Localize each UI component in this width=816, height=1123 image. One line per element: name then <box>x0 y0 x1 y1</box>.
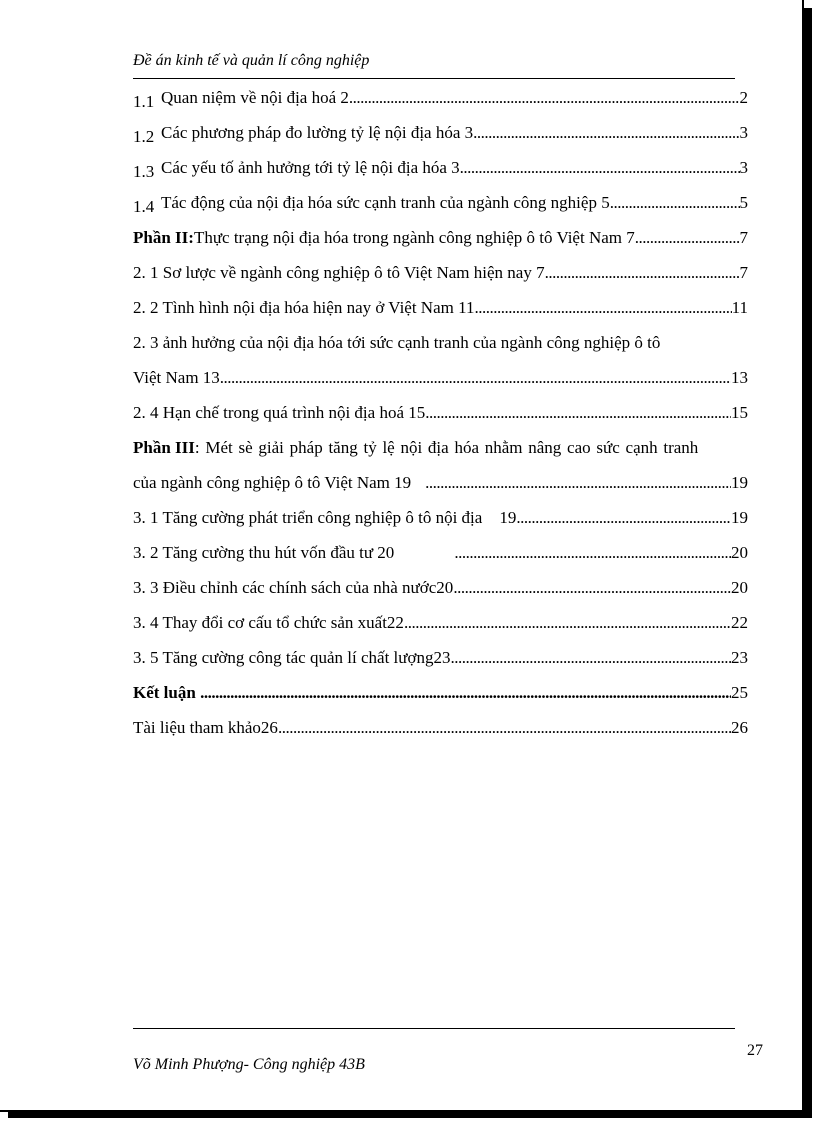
toc-entry-title: 2. 2 Tình hình nội địa hóa hiện nay ở Việt Nam 11 <box>133 298 475 317</box>
toc-entry-page: 22 <box>731 613 748 632</box>
toc-entry-title: : Mét sè giải pháp tăng tỷ lệ nội địa hóa nhằm nâng cao sức cạnh tranh <box>194 438 699 457</box>
page-header: Đề án kinh tế và quản lí công nghiệp <box>133 52 370 69</box>
toc-entry-title: của ngành công nghiệp ô tô Việt Nam 19 <box>133 473 412 492</box>
toc-entry-title: Tài liệu tham khảo26 <box>133 718 278 737</box>
toc-entry-page: 7 <box>739 263 748 282</box>
toc-entry[interactable] <box>133 679 748 714</box>
page-footer: Võ Minh Phượng- Công nghiệp 43B <box>133 1056 365 1073</box>
toc-part-label: Phần III <box>133 438 195 457</box>
toc-entry-title: 3. 1 Tăng cường phát triển công nghiệp ô tô nội địa 19 <box>133 508 517 527</box>
toc-entry-page: 25 <box>731 683 748 702</box>
toc-entry[interactable] <box>133 224 748 259</box>
toc-entry-title: Các yếu tố ảnh hưởng tới tỷ lệ nội địa hóa 3 <box>161 158 460 177</box>
page-shadow <box>804 8 812 1116</box>
toc-entry-number: 1.3 <box>133 162 155 181</box>
toc-entry-title: 2. 3 ảnh hưởng của nội địa hóa tới sức cạnh tranh của ngành công nghiệp ô tô <box>133 333 661 352</box>
toc-entry[interactable] <box>133 84 748 119</box>
toc-entry-title: 2. 1 Sơ lược về ngành công nghiệp ô tô Việt Nam hiện nay 7 <box>133 263 545 282</box>
toc-entry-page: 20 <box>731 543 748 562</box>
toc-entry[interactable] <box>133 154 748 189</box>
toc-entry-number: 1.4 <box>133 197 155 216</box>
toc-entry-title: 3. 5 Tăng cường công tác quản lí chất lượng23 <box>133 648 451 667</box>
toc-entry-title: Các phương pháp đo lường tỷ lệ nội địa hóa 3 <box>161 123 474 142</box>
toc-entry[interactable] <box>133 644 748 679</box>
toc-entry-page: 5 <box>739 193 748 212</box>
toc-entry-title: Quan niệm về nội địa hoá 2 <box>161 88 349 107</box>
toc-entry-page: 11 <box>731 298 748 317</box>
page-shadow <box>8 1112 812 1118</box>
toc-leader-dots <box>450 644 731 679</box>
toc-entry-page: 13 <box>731 368 748 387</box>
toc-entry[interactable] <box>133 119 748 154</box>
toc-entry[interactable] <box>133 189 748 224</box>
toc-leader-dots <box>610 189 740 224</box>
toc-leader-dots <box>425 399 731 434</box>
toc-leader-dots <box>278 714 731 749</box>
toc-leader-dots <box>635 224 740 259</box>
toc-entry-page: 26 <box>731 718 748 737</box>
toc-entry-page: 7 <box>739 228 748 247</box>
page-number: 27 <box>747 1042 763 1059</box>
toc-entry-number: 1.2 <box>133 127 155 146</box>
toc-entry-number: 1.1 <box>133 92 155 111</box>
toc-leader-dots <box>349 84 740 119</box>
toc-entry[interactable] <box>133 609 748 644</box>
footer-rule <box>133 1028 735 1029</box>
toc-leader-dots <box>460 154 740 189</box>
toc-entry[interactable] <box>133 539 748 574</box>
toc-leader-dots <box>404 609 731 644</box>
toc-entry-page: 19 <box>731 508 748 527</box>
toc-leader-dots <box>220 364 731 399</box>
toc-entry-page: 3 <box>739 123 748 142</box>
toc-entry[interactable] <box>133 434 748 469</box>
toc-entry-continuation[interactable] <box>133 469 748 504</box>
table-of-contents <box>133 84 748 749</box>
toc-entry-title: 3. 2 Tăng cường thu hút vốn đầu tư 20 <box>133 543 395 562</box>
toc-entry-page: 19 <box>731 473 748 492</box>
toc-entry[interactable] <box>133 714 748 749</box>
toc-entry-page: 20 <box>731 578 748 597</box>
toc-entry[interactable] <box>133 259 748 294</box>
toc-part-label: Phần II: <box>133 228 194 247</box>
toc-entry-title: Thực trạng nội địa hóa trong ngành công nghiệp ô tô Việt Nam 7 <box>193 228 635 247</box>
toc-entry[interactable] <box>133 399 748 434</box>
toc-entry[interactable] <box>133 574 748 609</box>
toc-entry-page: 3 <box>739 158 748 177</box>
toc-entry-page: 23 <box>731 648 748 667</box>
toc-leader-dots <box>545 259 740 294</box>
toc-leader-dots <box>411 469 731 504</box>
toc-entry[interactable] <box>133 504 748 539</box>
toc-entry-title: Tác động của nội địa hóa sức cạnh tranh của ngành công nghiệp 5 <box>161 193 610 212</box>
toc-entry-continuation[interactable] <box>133 364 748 399</box>
toc-entry-page: 2 <box>739 88 748 107</box>
toc-leader-dots <box>453 574 731 609</box>
toc-leader-dots <box>473 119 739 154</box>
toc-entry-title: 2. 4 Hạn chế trong quá trình nội địa hoá 15 <box>133 403 426 422</box>
toc-entry-title: 3. 3 Điều chỉnh các chính sách của nhà nước20 <box>133 578 454 597</box>
toc-entry-title: 3. 4 Thay đổi cơ cấu tổ chức sản xuất22 <box>133 613 404 632</box>
toc-part-label: Kết luận <box>133 683 196 702</box>
toc-leader-dots <box>516 504 731 539</box>
toc-entry[interactable] <box>133 329 748 364</box>
toc-entry[interactable] <box>133 294 748 329</box>
toc-leader-dots <box>394 539 731 574</box>
header-rule <box>133 78 735 79</box>
toc-leader-dots <box>200 679 731 714</box>
toc-entry-page: 15 <box>731 403 748 422</box>
toc-entry-title: Việt Nam 13 <box>133 368 220 387</box>
toc-leader-dots <box>474 294 731 329</box>
